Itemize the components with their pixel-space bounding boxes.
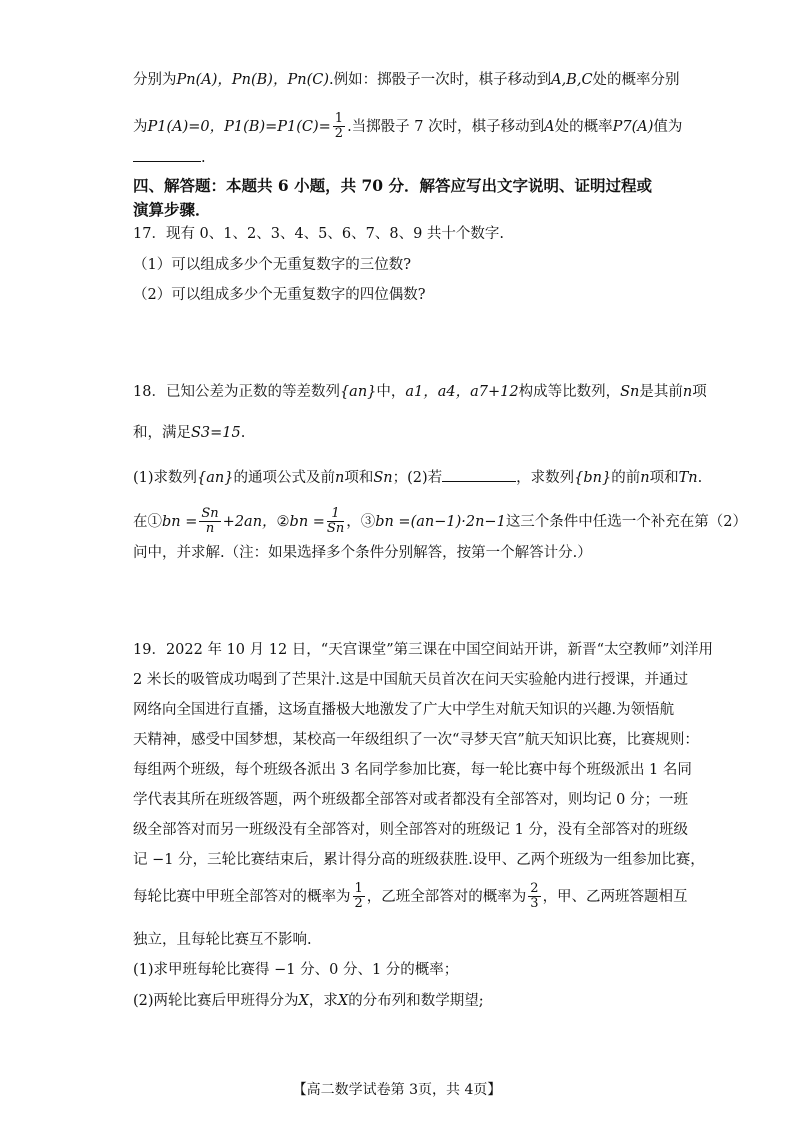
text: 的前 <box>611 470 641 486</box>
math-bn: bn = <box>289 513 325 530</box>
text: .例如：掷骰子一次时，棋子移动到 <box>328 72 552 88</box>
section4-heading-1: 四、解答题：本题共 6 小题，共 70 分．解答应写出文字说明、证明过程或 <box>133 176 652 195</box>
section4-heading-2: 演算步骤． <box>133 200 211 219</box>
text: . <box>697 470 703 486</box>
math-pc: Pn(C) <box>287 72 329 88</box>
page-footer: 【高二数学试卷第 3页，共 4页】 <box>292 1082 502 1098</box>
intro-line-2 <box>133 112 694 142</box>
text: 是其前 <box>639 384 683 400</box>
answer-blank[interactable] <box>133 151 201 162</box>
text: 在① <box>133 513 162 530</box>
fraction-half <box>353 882 365 912</box>
q19-line-1: 19．2022 年 10 月 12 日，“天宫课堂”第三课在中国空间站开讲，新晋“太空教师”刘洋用 <box>133 642 713 658</box>
text: ，求 <box>308 993 338 1009</box>
math-n: n <box>640 470 650 486</box>
math-tn: Tn <box>678 470 698 486</box>
frac-num: 1 <box>354 881 363 896</box>
math-bn-3: bn =(an−1)·2n−1 <box>375 513 506 530</box>
math-pa: Pn(A)， <box>176 72 232 88</box>
math-s3: S3=15 <box>191 425 241 441</box>
q17-stem: 17．现有 0、1、2、3、4、5、6、7、8、9 共十个数字. <box>133 226 505 242</box>
frac-den: Sn <box>326 521 345 537</box>
q19-line-2: 2 米长的吸管成功喝到了芒果汁.这是中国航天员首次在问天实验舱内进行授课，并通过 <box>133 672 688 688</box>
frac-num: 1 <box>334 111 344 126</box>
q19-line-7: 级全部答对而另一班级没有全部答对，则全部答对的班级记 1 分，没有全部答对的班级 <box>133 822 688 838</box>
text: . <box>240 425 246 441</box>
text: 的分布列和数学期望; <box>348 993 484 1009</box>
math-tail: +2an， <box>222 513 277 530</box>
text: 的通项公式及前 <box>233 470 335 486</box>
fraction-one-over-sn <box>327 507 344 537</box>
q18-line-4 <box>133 506 748 537</box>
q19-line-3: 网络向全国进行直播，这场直播极大地激发了广大中学生对航天知识的兴趣.为领悟航 <box>133 702 675 718</box>
text: 项和 <box>649 470 679 486</box>
text: ，求数列 <box>516 470 575 486</box>
math-x: X <box>337 993 349 1009</box>
math-terms: a1，a4，a7+12 <box>405 384 519 400</box>
q19-line-10: 独立，且每轮比赛互不影响. <box>133 932 312 948</box>
math-n: n <box>334 470 345 486</box>
math-an: {an} <box>197 470 234 486</box>
q17-part1: （1）可以组成多少个无重复数字的三位数? <box>133 257 411 273</box>
frac-den: 2 <box>334 126 344 142</box>
text: 处的概率分别 <box>592 72 680 88</box>
text: 中， <box>376 384 406 400</box>
text: 分别为 <box>133 72 177 88</box>
q19-line-6: 学代表其所在班级答题，两个班级都全部答对或者都没有全部答对，则均记 0 分；一班 <box>133 792 688 808</box>
text: 这三个条件中任选一个补充在第（2） <box>505 513 748 530</box>
math-a: A <box>544 118 555 135</box>
frac-num: 2 <box>530 881 539 896</box>
intro-line-1 <box>133 72 694 89</box>
q19-line-9 <box>133 882 694 912</box>
q18-line-1 <box>133 384 707 401</box>
text: 每轮比赛中甲班全部答对的概率为 <box>133 888 351 905</box>
q18-line-3 <box>133 470 703 487</box>
math-sn: Sn <box>620 384 640 400</box>
q19-line-5: 每组两个班级，每个班级各派出 3 名同学参加比赛，每一轮比赛中每个班级派出 1 名同 <box>133 762 692 778</box>
text: (1)求数列 <box>133 470 198 486</box>
math-p1a: P1(A)=0， <box>147 118 225 135</box>
text: . <box>201 150 206 166</box>
fraction-sn-over-n <box>199 507 220 537</box>
text: ，③ <box>346 513 376 530</box>
frac-den: 3 <box>530 896 539 912</box>
text: ；(2)若 <box>392 470 443 486</box>
frac-den: 2 <box>354 896 363 912</box>
frac-den: n <box>205 521 215 537</box>
q19-line-8: 记 −1 分，三轮比赛结束后，累计得分高的班级获胜.设甲、乙两个班级为一组参加比赛， <box>133 852 705 868</box>
math-abc: A,B,C <box>551 72 593 88</box>
math-x: X <box>298 993 309 1009</box>
text: .当掷骰子 7 次时，棋子移动到 <box>347 118 545 135</box>
q19-part1: (1)求甲班每轮比赛得 −1 分、0 分、1 分的概率； <box>133 962 459 978</box>
text: 为 <box>133 118 148 135</box>
text: 项和 <box>344 470 374 486</box>
frac-num: Sn <box>201 506 219 521</box>
math-pb: Pn(B)， <box>231 72 288 88</box>
text: (2)两轮比赛后甲班得分为 <box>133 993 299 1009</box>
text: 值为 <box>653 118 683 135</box>
math-bn: bn = <box>162 513 198 530</box>
q17-part2: （2）可以组成多少个无重复数字的四位偶数? <box>133 287 426 303</box>
text: 和，满足 <box>133 425 191 441</box>
q18-line-5: 问中，并求解.（注：如果选择多个条件分别解答，按第一个解答计分.） <box>133 545 592 561</box>
q19-line-4: 天精神，感受中国梦想，某校高一年级组织了一次“寻梦天宫”航天知识比赛，比赛规则： <box>133 732 699 748</box>
math-sn: Sn <box>373 470 393 486</box>
text: 处的概率 <box>554 118 613 135</box>
q18-line-2 <box>133 425 694 442</box>
text: 18．已知公差为正数的等差数列 <box>133 384 340 400</box>
text: ，乙班全部答对的概率为 <box>366 888 527 905</box>
fraction-half <box>333 112 345 142</box>
text: 构成等比数列， <box>518 384 621 400</box>
math-p7a: P7(A) <box>612 118 654 135</box>
condition-blank[interactable] <box>442 471 516 482</box>
math-an: {an} <box>339 384 377 400</box>
math-n: n <box>682 384 693 400</box>
text: ② <box>276 513 290 530</box>
frac-num: 1 <box>327 507 344 522</box>
math-bn: {bn} <box>574 470 612 486</box>
math-p1b: P1(B)=P1(C)= <box>224 118 331 135</box>
intro-line-3 <box>133 150 694 167</box>
text: ，甲、乙两班答题相互 <box>542 888 688 905</box>
fraction-two-thirds <box>528 882 540 912</box>
text: 项 <box>692 384 707 400</box>
q19-part2 <box>133 993 694 1010</box>
